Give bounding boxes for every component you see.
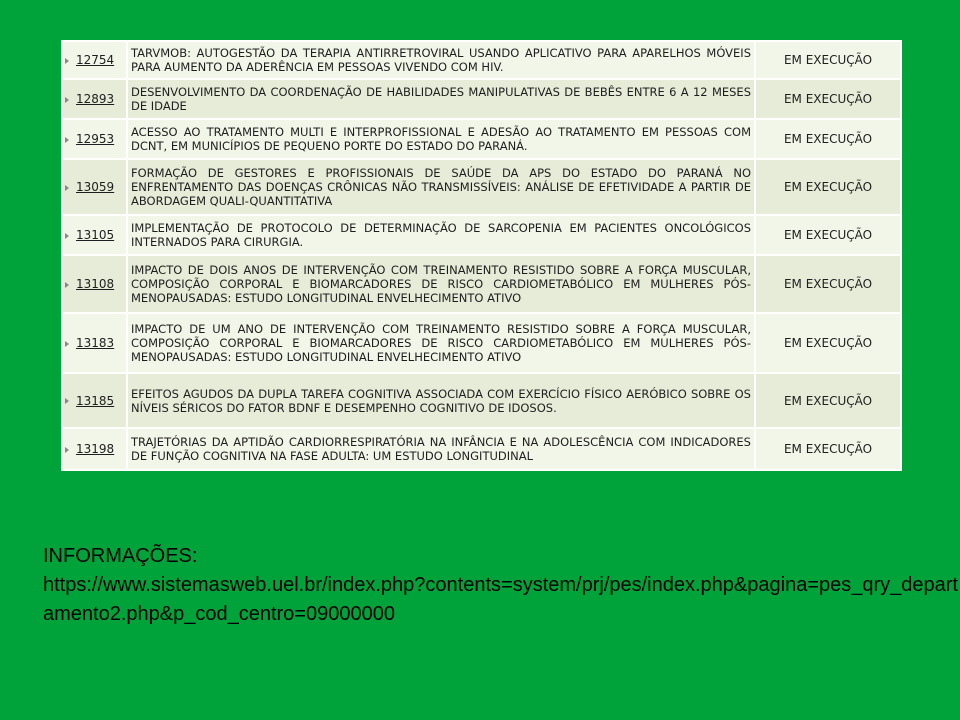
project-status: EM EXECUÇÃO — [755, 373, 901, 428]
project-code-link[interactable]: 13059 — [76, 180, 115, 194]
project-title: IMPLEMENTAÇÃO DE PROTOCOLO DE DETERMINAÇÃO DE SARCOPENIA EM PACIENTES ONCOLÓGICOS INTERNADOS PARA CIRURGIA. — [127, 215, 755, 255]
project-title: EFEITOS AGUDOS DA DUPLA TAREFA COGNITIVA ASSOCIADA COM EXERCÍCIO FÍSICO AERÓBICO SOBRE OS NÍVEIS SÉRICOS DO FATOR BDNF E DESEMPENHO COGNITIVO DE IDOSOS. — [127, 373, 755, 428]
projects-table — [61, 40, 902, 471]
table-row — [62, 428, 901, 470]
project-code-link[interactable]: 13105 — [76, 228, 115, 242]
project-status: EM EXECUÇÃO — [755, 119, 901, 159]
project-title: DESENVOLVIMENTO DA COORDENAÇÃO DE HABILIDADES MANIPULATIVAS DE BEBÊS ENTRE 6 A 12 MESES DE IDADE — [127, 79, 755, 119]
project-status: EM EXECUÇÃO — [755, 215, 901, 255]
info-url-link[interactable]: https://www.sistemasweb.uel.br/index.php?contents=system/prj/pes/index.php&pagina=pes_qry_departamento2.php&p_cod_centro=09000000 — [43, 574, 958, 625]
table-row — [62, 255, 901, 313]
project-code-cell — [62, 428, 127, 470]
row-arrow-icon — [65, 137, 69, 143]
project-code-cell — [62, 159, 127, 215]
project-title: ACESSO AO TRATAMENTO MULTI E INTERPROFISSIONAL E ADESÃO AO TRATAMENTO EM PESSOAS COM DCNT, EM MUNICÍPIOS DE PEQUENO PORTE DO ESTADO DO PARANÁ. — [127, 119, 755, 159]
table-row — [62, 41, 901, 79]
project-code-cell — [62, 41, 127, 79]
info-label: INFORMAÇÕES: — [43, 545, 198, 567]
project-code-cell — [62, 79, 127, 119]
table-row — [62, 313, 901, 373]
project-code-cell — [62, 373, 127, 428]
row-arrow-icon — [65, 447, 69, 453]
project-title: TARVMOB: AUTOGESTÃO DA TERAPIA ANTIRRETROVIRAL USANDO APLICATIVO PARA APARELHOS MÓVEIS PARA AUMENTO DA ADERÊNCIA EM PESSOAS VIVENDO COM HIV. — [127, 41, 755, 79]
table-row — [62, 159, 901, 215]
table-row — [62, 215, 901, 255]
project-code-link[interactable]: 13185 — [76, 393, 115, 408]
row-arrow-icon — [65, 97, 69, 103]
project-code-cell — [62, 255, 127, 313]
info-block — [43, 542, 958, 629]
project-code-link[interactable]: 13198 — [76, 442, 115, 456]
project-title: TRAJETÓRIAS DA APTIDÃO CARDIORRESPIRATÓRIA NA INFÂNCIA E NA ADOLESCÊNCIA COM INDICADORES DE FUNÇÃO COGNITIVA NA FASE ADULTA: UM ESTUDO LONGITUDINAL — [127, 428, 755, 470]
project-status: EM EXECUÇÃO — [755, 313, 901, 373]
project-code-link[interactable]: 13183 — [76, 336, 115, 350]
project-code-cell — [62, 215, 127, 255]
project-code-cell — [62, 313, 127, 373]
project-status: EM EXECUÇÃO — [755, 428, 901, 470]
row-arrow-icon — [65, 185, 69, 191]
project-status: EM EXECUÇÃO — [755, 79, 901, 119]
row-arrow-icon — [65, 233, 69, 239]
table-row — [62, 373, 901, 428]
project-code-link[interactable]: 12893 — [76, 92, 115, 106]
project-status: EM EXECUÇÃO — [755, 159, 901, 215]
project-title: IMPACTO DE DOIS ANOS DE INTERVENÇÃO COM TREINAMENTO RESISTIDO SOBRE A FORÇA MUSCULAR, COMPOSIÇÃO CORPORAL E BIOMARCADORES DE RISCO CARDIOMETABÓLICO EM MULHERES PÓS-MENOPAUSADAS: ESTUDO LONGITUDINAL ENVELHECIMENTO ATIVO — [127, 255, 755, 313]
row-arrow-icon — [65, 398, 69, 404]
project-title: IMPACTO DE UM ANO DE INTERVENÇÃO COM TREINAMENTO RESISTIDO SOBRE A FORÇA MUSCULAR, COMPOSIÇÃO CORPORAL E BIOMARCADORES DE RISCO CARDIOMETABÓLICO EM MULHERES PÓS-MENOPAUSADAS: ESTUDO LONGITUDINAL ENVELHECIMENTO ATIVO — [127, 313, 755, 373]
projects-table-container — [61, 40, 902, 469]
project-status: EM EXECUÇÃO — [755, 41, 901, 79]
table-row — [62, 119, 901, 159]
row-arrow-icon — [65, 58, 69, 64]
project-code-link[interactable]: 12953 — [76, 132, 115, 146]
project-status: EM EXECUÇÃO — [755, 255, 901, 313]
row-arrow-icon — [65, 341, 69, 347]
project-code-link[interactable]: 13108 — [76, 277, 115, 291]
row-arrow-icon — [65, 282, 69, 288]
project-title: FORMAÇÃO DE GESTORES E PROFISSIONAIS DE SAÚDE DA APS DO ESTADO DO PARANÁ NO ENFRENTAMENTO DAS DOENÇAS CRÔNICAS NÃO TRANSMISSÍVEIS: ANÁLISE DE EFETIVIDADE A PARTIR DE ABORDAGEM QUALI-QUANTITATIVA — [127, 159, 755, 215]
project-code-link[interactable]: 12754 — [76, 53, 115, 67]
project-code-cell — [62, 119, 127, 159]
table-row — [62, 79, 901, 119]
